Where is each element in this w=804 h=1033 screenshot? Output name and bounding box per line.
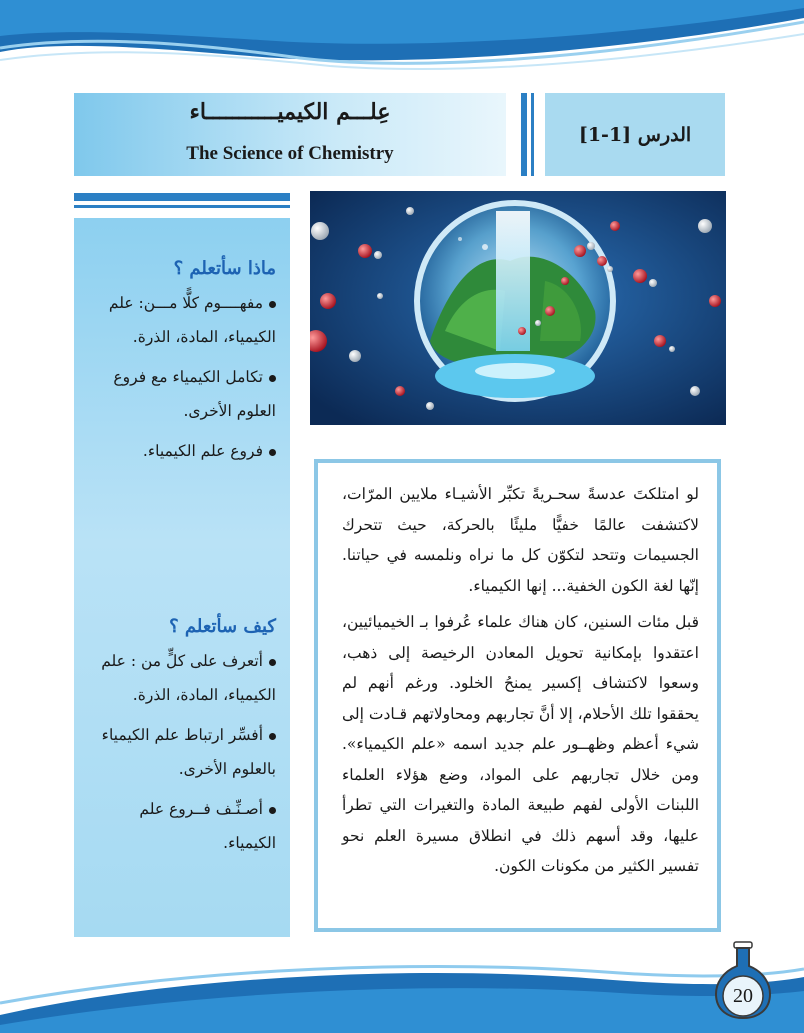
learn-objectives-list [84, 286, 276, 474]
bullet-icon [269, 449, 276, 456]
list-item-text: تكامل الكيمياء مع فروع العلوم الأخرى. [113, 368, 276, 420]
list-item [84, 718, 276, 786]
list-item [84, 792, 276, 860]
list-item [84, 286, 276, 354]
list-item [84, 644, 276, 712]
lesson-title-english: The Science of Chemistry [186, 143, 394, 164]
what-will-i-learn-heading: ماذا سأتعلم ؟ [173, 258, 276, 279]
lesson-title-box [74, 93, 506, 176]
list-item-text: أفسِّر ارتباط علم الكيمياء بالعلوم الأخرى. [101, 726, 276, 778]
how-objectives-list [84, 644, 276, 866]
lesson-number-box [545, 93, 725, 176]
list-item-text: مفهــــوم كلًّا مـــن: علم الكيمياء، المادة، الذرة. [108, 294, 276, 346]
intro-reading-box [314, 459, 721, 932]
side-panel-top-bar [74, 205, 290, 208]
list-item-text: فروع علم الكيمياء. [142, 442, 263, 460]
top-wave-decoration [0, 0, 804, 80]
chemistry-lens-illustration [310, 191, 726, 425]
list-item [84, 360, 276, 428]
bottom-wave-decoration [0, 955, 804, 1033]
lesson-title-arabic: عِلـــم الكيميـــــــــــاء [189, 99, 391, 125]
lesson-label: الدرس [1-1] [578, 123, 692, 146]
bullet-icon [269, 301, 276, 308]
reading-paragraph: لو امتلكتَ عدسةً سحـريةً تكبِّر الأشيـاء ملايين المرّات، لاكتشفت عالمًا خفيًّا مليئًا بالحركة، حيث تتحرك الجسيمات وتتحد لتكوّن كل ما نراه ونلمسه في حياتنا. إنّها لغة الكون الخفية... إنها الكيمياء. [342, 485, 699, 595]
title-separator-bar [531, 93, 534, 176]
bullet-icon [269, 375, 276, 382]
bullet-icon [269, 659, 276, 666]
list-item-text: أصـنِّـف فــروع علم الكيمياء. [139, 800, 276, 852]
list-item-text: أتعرف على كلٍّ من : علم الكيمياء، المادة، الذرة. [101, 652, 276, 704]
reading-paragraph: قبل مئات السنين، كان هناك علماء عُرفوا بـ الخيميائيين، اعتقدوا بإمكانية تحويل المعادن الرخيصة إلى ذهب، وسعوا لاكتشاف إكسير يمنحُ الخلود. ورغم أنهم لم يحققوا تلك الأحلام، إلا أنَّ تجاربهم ومحاولاتهم قـادت إلى شيء أعظم وظهــور علم جديد اسمه «علم الكيمياء». ومن خلال تجاربهم على المواد، وضع هؤلاء العلماء اللبنات الأولى لفهم طبيعة المادة والتغيرات التي تطرأ عليها، وقد أسهم ذلك في انطلاق مسيرة العلم نحو تفسير الكثير من مكونات الكون. [342, 613, 699, 875]
objectives-side-panel [74, 218, 290, 937]
title-separator-bar [521, 93, 527, 176]
flask-icon [712, 940, 774, 1020]
page-number: 20 [733, 985, 753, 1007]
list-item [84, 434, 276, 468]
side-panel-top-bar [74, 193, 290, 201]
bullet-icon [269, 807, 276, 814]
intro-reading-text [342, 479, 699, 888]
how-will-i-learn-heading: كيف سأتعلم ؟ [169, 616, 276, 637]
bullet-icon [269, 733, 276, 740]
